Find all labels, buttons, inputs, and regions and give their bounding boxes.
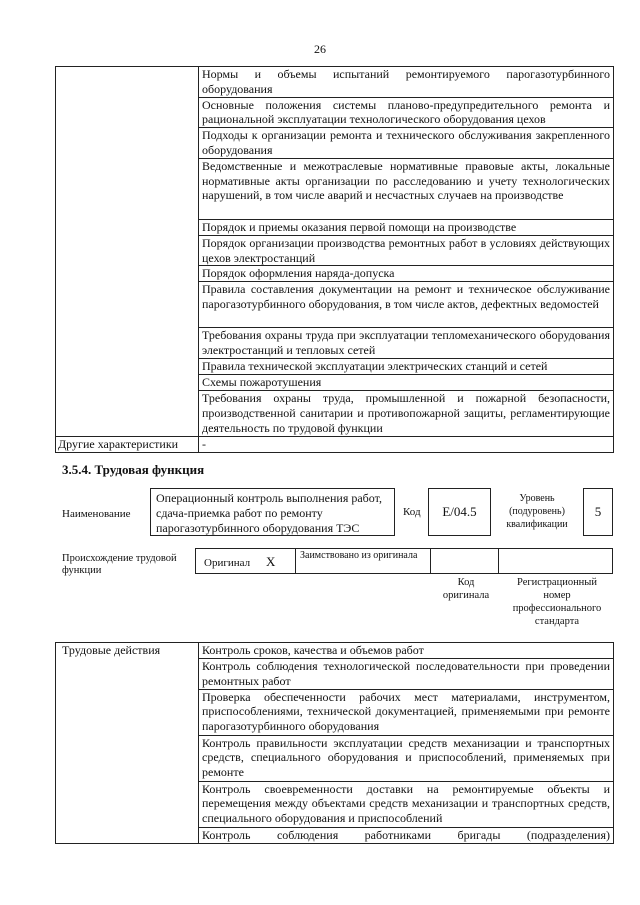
- level-label: Уровень (подуровень) квалификации: [506, 493, 568, 530]
- other-characteristics-label: Другие характеристики: [56, 436, 199, 452]
- registration-number-cell: [499, 548, 613, 574]
- original-mark: X: [266, 554, 276, 569]
- level-box: [583, 488, 613, 536]
- knowledge-table: [55, 66, 614, 453]
- labor-actions-table: [55, 642, 614, 844]
- knowledge-row: Порядок и приемы оказания первой помощи на производстве: [199, 219, 614, 235]
- name-label: Наименование: [62, 508, 131, 520]
- knowledge-row: Требования охраны труда при эксплуатации тепломеханического оборудования электростанций и тепловых сетей: [199, 328, 614, 359]
- knowledge-row: Основные положения системы планово-предупредительного ремонта и рациональной эксплуатации технологического оборудования цехов: [199, 97, 614, 128]
- knowledge-row: Схемы пожаротушения: [199, 374, 614, 390]
- level-value: 5: [594, 504, 602, 519]
- knowledge-label-cell: [56, 67, 199, 437]
- knowledge-row: Подходы к организации ремонта и технического обслуживания закрепленного оборудования: [199, 128, 614, 159]
- other-characteristics-value: -: [199, 436, 614, 452]
- labor-action-row: Контроль сроков, качества и объемов работ: [199, 643, 614, 659]
- knowledge-row: Правила технической эксплуатации электрических станций и сетей: [199, 358, 614, 374]
- original-code-cell: [431, 548, 499, 574]
- function-name-value: Операционный контроль выполнения работ, сдача-приемка работ по ремонту парогазотурбинного оборудования ТЭС: [156, 491, 382, 535]
- registration-number-caption: Регистрационный номер профессионального стандарта: [512, 577, 602, 627]
- code-box: [428, 488, 491, 536]
- knowledge-row: Требования охраны труда, промышленной и пожарной безопасности, производственной санитарии и противопожарной защиты, регламентирующие деятельность по трудовой функции: [199, 390, 614, 436]
- labor-action-row: Контроль соблюдения технологической последовательности при проведении ремонтных работ: [199, 659, 614, 690]
- labor-action-row: Контроль соблюдения работниками бригады (подразделения): [199, 827, 614, 843]
- knowledge-row: Нормы и объемы испытаний ремонтируемого парогазотурбинного оборудования: [199, 67, 614, 98]
- knowledge-row: Порядок организации производства ремонтных работ в условиях действующих цехов электростанций: [199, 235, 614, 266]
- section-title: 3.5.4. Трудовая функция: [62, 462, 205, 477]
- function-name-box: [150, 488, 395, 536]
- page-number: 26: [314, 42, 326, 56]
- labor-action-row: Проверка обеспеченности рабочих мест материалами, инструментом, приспособлениями, технической документацией, применяемыми при ремонте парогазотурбинного оборудования: [199, 689, 614, 735]
- labor-actions-label: Трудовые действия: [56, 643, 199, 844]
- original-code-caption: Код оригинала: [442, 577, 490, 601]
- original-label: Оригинал: [204, 557, 251, 569]
- code-label: Код: [403, 506, 421, 518]
- borrowed-label: Заимствовано из оригинала: [300, 550, 418, 561]
- original-cell: [195, 548, 295, 574]
- origin-label: Происхождение трудовой функции: [62, 553, 177, 576]
- labor-action-row: Контроль своевременности доставки на ремонтируемые объекты и перемещения между объектами средств механизации и транспортных средств, специального оборудования и приспособлений: [199, 781, 614, 827]
- knowledge-row: Правила составления документации на ремонт и техническое обслуживание парогазотурбинного оборудования, в том числе актов, дефектных ведомостей: [199, 282, 614, 328]
- knowledge-row: Порядок оформления наряда-допуска: [199, 266, 614, 282]
- code-value: E/04.5: [442, 504, 477, 519]
- borrowed-cell: [295, 548, 431, 574]
- labor-action-row: Контроль правильности эксплуатации средств механизации и транспортных средств, специального оборудования и приспособлений, применяемых при ремонте: [199, 735, 614, 781]
- knowledge-row: Ведомственные и межотраслевые нормативные правовые акты, локальные нормативные акты организации по расследованию и учету технологических нарушений, в том числе аварий и несчастных случаев на производстве: [199, 158, 614, 219]
